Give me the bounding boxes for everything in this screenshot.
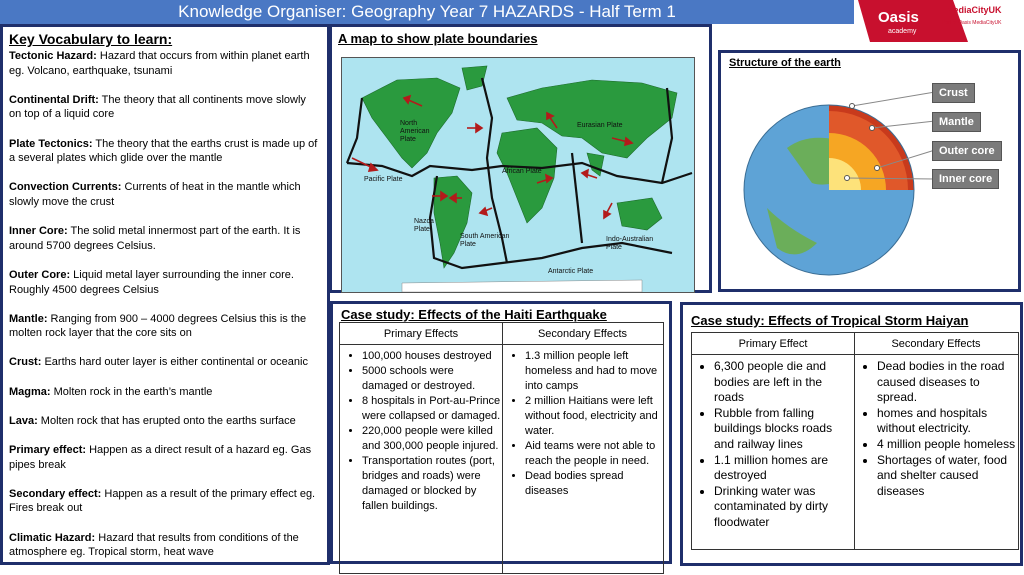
effect-item: • homes and hospitals without electricity. — [877, 406, 1018, 437]
vocab-term-definition: Currents of heat in the mantle which slowly move the crust — [9, 181, 301, 208]
haiyan-title: Case study: Effects of Tropical Storm Haiyan — [691, 313, 969, 328]
earth-structure-panel — [718, 50, 1021, 292]
effect-item: • 8 hospitals in Port-au-Prince were collapsed or damaged. — [362, 394, 502, 424]
vocab-term-definition: Hazard that occurs from within planet earth eg. Volcano, earthquake, tsunami — [9, 50, 310, 77]
vocab-term-name: Crust: — [9, 356, 42, 369]
layer-label-inner-core: Inner core — [932, 169, 999, 189]
vocab-term — [9, 180, 321, 209]
label-african: African Plate — [502, 168, 542, 175]
vocab-term-name: Secondary effect: — [9, 487, 102, 500]
haiti-case-study — [330, 301, 672, 564]
haiti-secondary-header: Secondary Effects — [502, 323, 663, 345]
effect-item: • 5000 schools were damaged or destroyed. — [362, 364, 502, 394]
vocab-term — [9, 49, 321, 78]
haiti-primary-list — [340, 345, 502, 573]
effect-item: • 2 million Haitians were left without food, electricity and water. — [525, 394, 663, 439]
effect-item: • 1.3 million people left homeless and had to move into camps — [525, 349, 663, 394]
vocab-term — [9, 414, 321, 429]
vocab-term-name: Magma: — [9, 385, 51, 398]
plate-map-panel — [329, 24, 712, 293]
vocabulary-heading: Key Vocabulary to learn: — [9, 31, 173, 47]
vocab-term-name: Continental Drift: — [9, 93, 99, 106]
vocab-term-name: Tectonic Hazard: — [9, 50, 97, 62]
vocab-term — [9, 385, 321, 400]
effect-item: • Dead bodies in the road caused diseases to spread. — [877, 359, 1018, 406]
vocabulary-panel — [0, 24, 330, 565]
logo-tagline: Part of Oasis MediaCityUK — [942, 20, 1002, 26]
effect-item: • Drinking water was contaminated by dirty floodwater — [714, 484, 854, 531]
label-eurasian: Eurasian Plate — [577, 122, 623, 129]
logo-sub: academy — [888, 28, 917, 35]
vocab-term-name: Lava: — [9, 414, 38, 427]
haiyan-case-study — [680, 302, 1023, 566]
haiyan-secondary-header: Secondary Effects — [854, 333, 1018, 355]
effect-item: • 6,300 people die and bodies are left in the roads — [714, 359, 854, 406]
haiti-title: Case study: Effects of the Haiti Earthquake — [341, 307, 607, 322]
effect-item: • Shortages of water, food and shelter caused diseases — [877, 453, 1018, 500]
haiti-primary-header: Primary Effects — [340, 323, 502, 345]
label-indo-australian: Indo-Australian Plate — [606, 236, 654, 251]
haiti-secondary-list — [503, 345, 663, 573]
vocab-term-definition: The solid metal innermost part of the earth. It is around 5700 degrees Celsius. — [9, 225, 301, 252]
haiti-effects-table — [339, 322, 664, 574]
map-title: A map to show plate boundaries — [338, 31, 538, 46]
effect-item: • Dead bodies spread diseases — [525, 469, 663, 499]
layer-label-mantle: Mantle — [932, 112, 981, 132]
page-title: Knowledge Organiser: Geography Year 7 HAZARDS - Half Term 1 — [0, 0, 854, 24]
vocab-term-name: Mantle: — [9, 312, 48, 325]
vocab-term-name: Outer Core: — [9, 268, 71, 281]
vocab-term-definition: Happen as a result of the primary effect eg. Fires break out — [9, 487, 316, 515]
label-antarctic: Antarctic Plate — [548, 268, 594, 275]
effect-item: • 220,000 people were killed and 300,000 people injured. — [362, 424, 502, 454]
effect-item: • Aid teams were not able to reach the people in need. — [525, 439, 663, 469]
vocab-term — [9, 268, 321, 297]
vocab-term-definition: Happen as a direct result of a hazard eg. Gas pipes break — [9, 444, 312, 471]
logo-graphic — [858, 0, 1024, 42]
vocab-term-name: Convection Currents: — [9, 181, 122, 194]
oasis-logo — [858, 0, 1024, 42]
vocab-term-definition: The theory that all continents move slowly on top of a liquid core — [9, 93, 306, 121]
vocab-term-definition: Molten rock in the earth’s mantle — [50, 385, 213, 398]
plate-boundary-map — [341, 57, 695, 293]
layer-label-outer-core: Outer core — [932, 141, 1002, 161]
vocabulary-list — [9, 49, 321, 560]
effect-item: • 4 million people homeless — [877, 437, 1018, 453]
vocab-term-name: Plate Tectonics: — [9, 137, 93, 150]
vocab-term — [9, 312, 321, 341]
effect-item: • Rubble from falling buildings blocks roads and railway lines — [714, 406, 854, 453]
vocab-term-definition: Hazard that results from conditions of the atmosphere eg. Tropical storm, heat wave — [9, 531, 299, 559]
vocab-term-definition: Ranging from 900 – 4000 degrees Celsius this is the molten rock layer that the core sits on — [9, 312, 307, 340]
logo-brand: Oasis — [878, 9, 919, 26]
vocab-term-definition: Liquid metal layer surrounding the inner core. Roughly 4500 degrees Celsius — [9, 268, 294, 296]
haiyan-effects-table — [691, 332, 1019, 550]
vocab-term-definition: The theory that the earths crust is made up of a several plates which glide over the mantle — [9, 137, 318, 165]
effect-item: • 1.1 million homes are destroyed — [714, 453, 854, 484]
effect-item: • Transportation routes (port, bridges and roads) were damaged or blocked by fallen buildings. — [362, 454, 502, 514]
haiyan-primary-list — [692, 355, 854, 549]
label-south-american: South American Plate — [460, 233, 510, 248]
logo-right-text: MediaCityUK — [946, 5, 1002, 15]
vocab-term-name: Primary effect: — [9, 444, 87, 457]
label-pacific: Pacific Plate — [364, 176, 403, 183]
vocab-term — [9, 487, 321, 516]
vocab-term-definition: Molten rock that has erupted onto the earths surface — [37, 414, 296, 427]
vocab-term-name: Climatic Hazard: — [9, 531, 96, 544]
vocab-term-definition: Earths hard outer layer is either continental or oceanic — [41, 356, 308, 369]
vocab-term — [9, 355, 321, 370]
layer-label-crust: Crust — [932, 83, 975, 103]
vocab-term — [9, 224, 321, 253]
vocab-term-name: Inner Core: — [9, 225, 68, 238]
label-north-american: North American Plate — [400, 120, 430, 143]
vocab-term — [9, 443, 321, 472]
vocab-term — [9, 93, 321, 122]
vocab-term — [9, 531, 321, 560]
vocab-term — [9, 137, 321, 166]
haiyan-primary-header: Primary Effect — [692, 333, 854, 355]
earth-structure-title: Structure of the earth — [729, 57, 841, 69]
effect-item: • 100,000 houses destroyed — [362, 349, 502, 364]
label-nazca: Nazca Plate — [414, 218, 434, 233]
haiyan-secondary-list — [855, 355, 1018, 549]
